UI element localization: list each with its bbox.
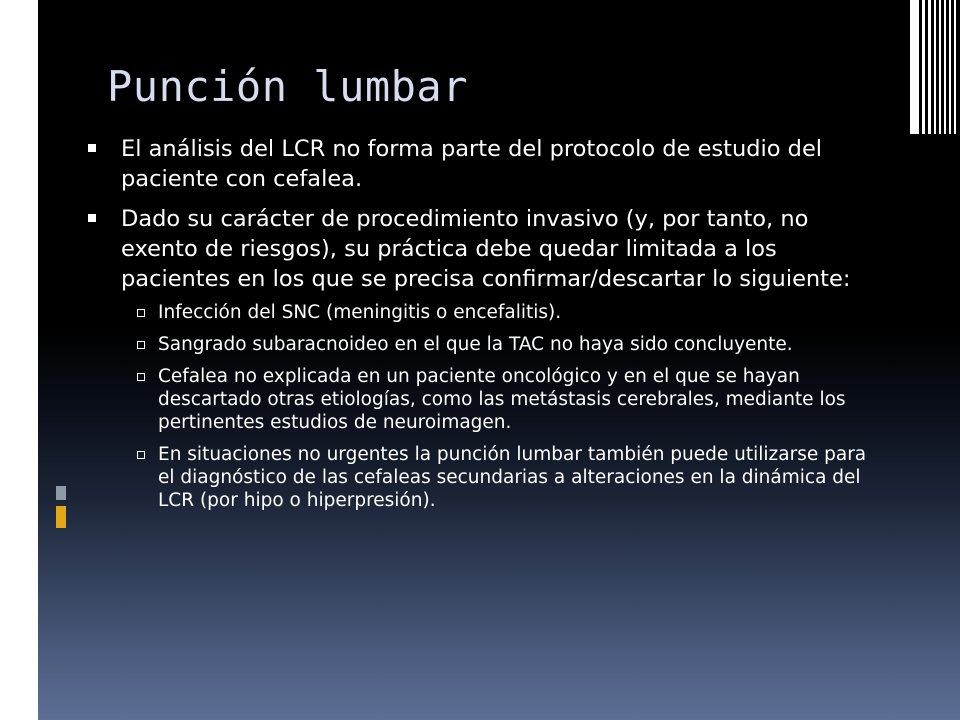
hollow-square-bullet-icon — [137, 373, 145, 381]
hollow-square-bullet-icon — [137, 451, 145, 459]
square-bullet-icon — [88, 144, 96, 152]
sub-bullet-item — [121, 301, 878, 324]
sub-bullet-text: Cefalea no explicada en un paciente oncológico y en el que se hayan descartado otras etiologías, como las metástasis cerebrales, mediante los pertinentes estudios de neuroimagen. — [158, 366, 846, 433]
sub-bullet-item — [121, 365, 878, 434]
sub-bullet-text: Infección del SNC (meningitis o encefalitis). — [158, 302, 562, 323]
bullet-item — [88, 204, 868, 512]
bullet-list — [88, 134, 868, 522]
sub-bullet-text: En situaciones no urgentes la punción lumbar también puede utilizarse para el diagnóstico de las cefaleas secundarias a alteraciones en la dinámica del LCR (por hipo o hiperpresión). — [158, 444, 867, 511]
left-white-band — [0, 0, 38, 720]
hollow-square-bullet-icon — [137, 309, 145, 317]
bullet-text: Dado su carácter de procedimiento invasivo (y, por tanto, no exento de riesgos), su práctica debe quedar limitada a los pacientes en los que se precisa confirmar/descartar lo siguiente: — [121, 206, 851, 292]
square-bullet-icon — [88, 214, 96, 222]
grey-accent-mark — [56, 486, 66, 500]
bullet-text: El análisis del LCR no forma parte del protocolo de estudio del paciente con cefalea. — [121, 136, 823, 192]
slide-title: Punción lumbar — [107, 62, 469, 111]
sub-bullet-item — [121, 333, 878, 356]
sub-bullet-item — [121, 443, 878, 512]
sub-bullet-list — [121, 301, 868, 512]
hollow-square-bullet-icon — [137, 341, 145, 349]
bullet-item — [88, 134, 868, 194]
gold-accent-mark — [56, 506, 66, 528]
vertical-stripes-icon — [908, 0, 960, 134]
sub-bullet-text: Sangrado subaracnoideo en el que la TAC no haya sido concluyente. — [158, 334, 793, 355]
